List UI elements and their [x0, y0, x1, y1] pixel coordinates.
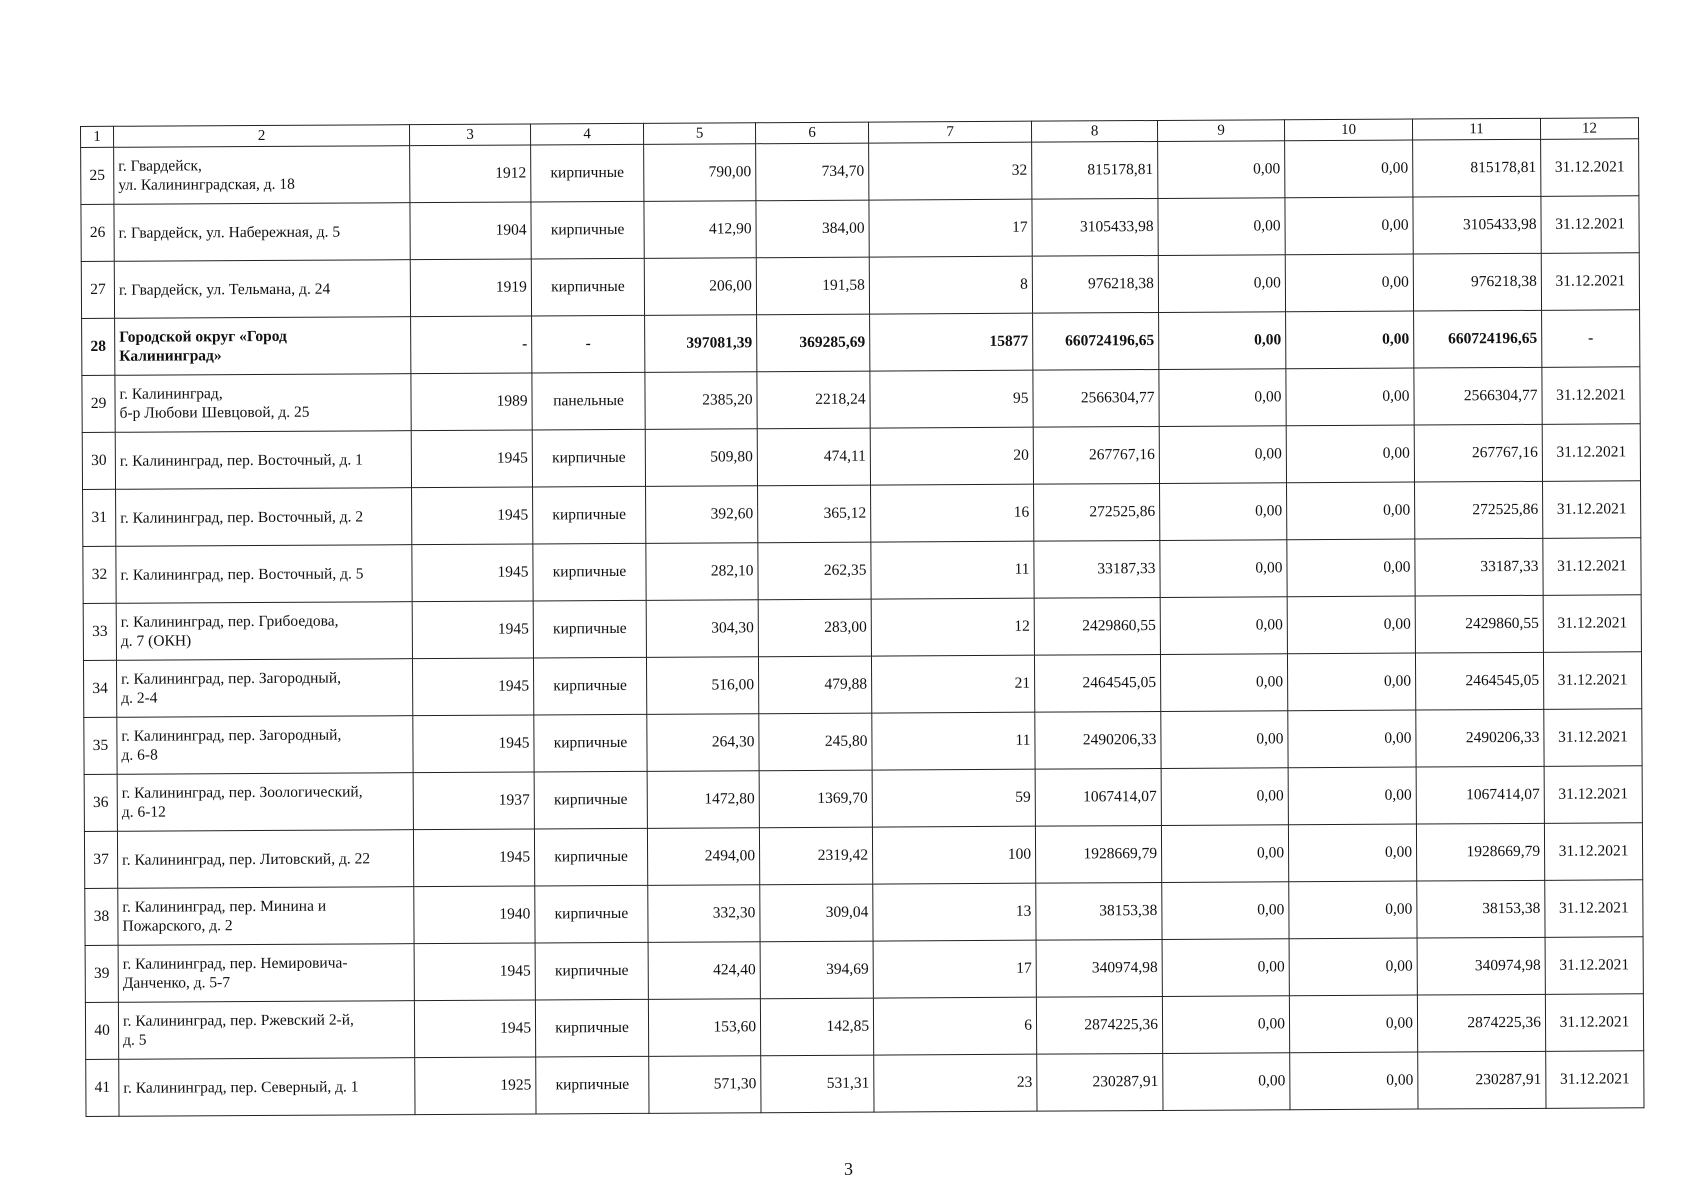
deadline-date-cell: 31.12.2021 — [1543, 538, 1641, 596]
area-total-cell: 412,90 — [644, 201, 756, 259]
other-funds-cell: 33187,33 — [1415, 538, 1543, 596]
residents-cell: 12 — [871, 598, 1034, 656]
area-total-cell: 304,30 — [646, 600, 758, 658]
deadline-date-cell: 31.12.2021 — [1544, 766, 1642, 824]
budget-cell: 0,00 — [1285, 197, 1413, 255]
column-header: 4 — [530, 123, 643, 145]
housing-table — [80, 117, 1645, 1117]
other-funds-cell: 230287,91 — [1418, 1051, 1546, 1109]
other-funds-cell: 38153,38 — [1417, 880, 1545, 938]
row-number-cell: 40 — [85, 1002, 118, 1059]
deadline-date-cell: 31.12.2021 — [1544, 709, 1642, 767]
other-funds-cell: 1928669,79 — [1416, 823, 1544, 881]
housing-table-sheet — [80, 117, 1645, 1117]
table-row — [85, 880, 1643, 946]
area-total-cell: 790,00 — [644, 144, 756, 202]
column-header: 5 — [643, 123, 755, 145]
area-living-cell: 1369,70 — [759, 770, 872, 828]
fund-cell: 0,00 — [1158, 141, 1285, 199]
other-funds-cell: 340974,98 — [1417, 937, 1545, 995]
column-header: 8 — [1031, 120, 1157, 142]
table-row — [85, 994, 1643, 1060]
area-living-cell: 309,04 — [760, 884, 873, 942]
wall-material-cell: кирпичные — [533, 543, 646, 601]
column-header: 11 — [1412, 118, 1540, 140]
residents-cell: 20 — [870, 427, 1033, 485]
fund-cell: 0,00 — [1161, 768, 1288, 826]
cost-total-cell: 976218,38 — [1032, 255, 1158, 313]
address-cell: г. Калининград, пер. Литовский, д. 22 — [117, 830, 413, 889]
table-body — [81, 118, 1645, 1117]
table-row — [84, 709, 1642, 775]
row-number-cell: 41 — [86, 1059, 119, 1116]
address-cell: г. Гвардейск, ул. Набережная, д. 5 — [114, 203, 410, 262]
table-row — [86, 1051, 1644, 1117]
address-cell: г. Калининград, пер. Загородный, д. 6-8 — [117, 716, 413, 775]
table-row — [85, 937, 1643, 1003]
area-living-cell: 474,11 — [757, 428, 870, 486]
wall-material-cell: панельные — [532, 372, 645, 430]
address-cell: г. Калининград, пер. Минина и Пожарского, д. 2 — [118, 887, 414, 946]
area-living-cell: 191,58 — [756, 257, 869, 315]
address-cell: г. Калининград, пер. Немировича- Данченко, д. 5-7 — [118, 944, 414, 1003]
table-row — [84, 766, 1642, 832]
area-total-cell: 264,30 — [647, 714, 759, 772]
cost-total-cell: 272525,86 — [1034, 483, 1160, 541]
area-total-cell: 332,30 — [648, 885, 760, 943]
budget-cell: 0,00 — [1289, 881, 1417, 939]
address-cell: Городской округ «Город Калининград» — [115, 317, 411, 376]
year-cell: 1945 — [414, 943, 535, 1001]
table-row — [82, 367, 1640, 433]
area-living-cell: 2218,24 — [757, 371, 870, 429]
cost-total-cell: 660724196,65 — [1033, 312, 1159, 370]
wall-material-cell: кирпичные — [534, 714, 647, 772]
deadline-date-cell: 31.12.2021 — [1543, 595, 1641, 653]
residents-cell: 100 — [872, 826, 1035, 884]
year-cell: 1945 — [412, 544, 533, 602]
year-cell: 1945 — [414, 1000, 535, 1058]
column-header: 6 — [755, 122, 868, 144]
cost-total-cell: 1928669,79 — [1035, 825, 1161, 883]
table-row — [82, 310, 1640, 376]
row-number-cell: 36 — [84, 774, 117, 831]
cost-total-cell: 2566304,77 — [1033, 369, 1159, 427]
address-cell: г. Калининград, б-р Любови Шевцовой, д. 25 — [115, 374, 411, 433]
residents-cell: 15877 — [870, 313, 1033, 371]
row-number-cell: 31 — [83, 489, 116, 546]
deadline-date-cell: 31.12.2021 — [1543, 481, 1641, 539]
area-total-cell: 1472,80 — [647, 771, 759, 829]
deadline-date-cell: 31.12.2021 — [1545, 937, 1643, 995]
table-row — [83, 538, 1641, 604]
budget-cell: 0,00 — [1286, 311, 1414, 369]
residents-cell: 17 — [869, 199, 1032, 257]
deadline-date-cell: 31.12.2021 — [1541, 253, 1639, 311]
residents-cell: 32 — [869, 142, 1032, 200]
wall-material-cell: кирпичные — [533, 486, 646, 544]
wall-material-cell: кирпичные — [535, 942, 648, 1000]
deadline-date-cell: 31.12.2021 — [1544, 823, 1642, 881]
deadline-date-cell: 31.12.2021 — [1543, 652, 1641, 710]
deadline-date-cell: 31.12.2021 — [1542, 367, 1640, 425]
table-row — [84, 823, 1642, 889]
column-header: 3 — [409, 124, 530, 146]
other-funds-cell: 660724196,65 — [1414, 310, 1542, 368]
row-number-cell: 30 — [82, 432, 115, 489]
other-funds-cell: 267767,16 — [1414, 424, 1542, 482]
area-living-cell: 245,80 — [759, 713, 872, 771]
row-number-cell: 25 — [81, 147, 114, 204]
wall-material-cell: кирпичные — [531, 144, 644, 202]
table-row — [81, 253, 1639, 319]
year-cell: 1912 — [410, 145, 531, 203]
fund-cell: 0,00 — [1159, 369, 1286, 427]
area-living-cell: 734,70 — [756, 143, 869, 201]
wall-material-cell: кирпичные — [532, 429, 645, 487]
address-cell: г. Гвардейск, ул. Тельмана, д. 24 — [114, 260, 410, 319]
deadline-date-cell: 31.12.2021 — [1545, 994, 1643, 1052]
other-funds-cell: 1067414,07 — [1416, 766, 1544, 824]
budget-cell: 0,00 — [1285, 140, 1413, 198]
row-number-cell: 32 — [83, 546, 116, 603]
cost-total-cell: 340974,98 — [1036, 939, 1162, 997]
wall-material-cell: кирпичные — [534, 828, 647, 886]
deadline-date-cell: 31.12.2021 — [1546, 1051, 1644, 1109]
area-total-cell: 206,00 — [644, 258, 756, 316]
year-cell: 1945 — [413, 829, 534, 887]
area-total-cell: 397081,39 — [645, 315, 757, 373]
other-funds-cell: 976218,38 — [1413, 253, 1541, 311]
wall-material-cell: кирпичные — [536, 1056, 649, 1114]
cost-total-cell: 2490206,33 — [1035, 711, 1161, 769]
column-header: 7 — [868, 121, 1031, 143]
area-total-cell: 392,60 — [646, 486, 758, 544]
wall-material-cell: кирпичные — [531, 201, 644, 259]
area-total-cell: 2494,00 — [647, 828, 759, 886]
column-header: 1 — [81, 126, 114, 147]
year-cell: 1945 — [412, 487, 533, 545]
address-cell: г. Калининград, пер. Зоологический, д. 6-12 — [117, 773, 413, 832]
cost-total-cell: 2874225,36 — [1036, 996, 1162, 1054]
budget-cell: 0,00 — [1289, 995, 1417, 1053]
area-total-cell: 509,80 — [645, 429, 757, 487]
row-number-cell: 26 — [81, 204, 114, 261]
year-cell: 1945 — [413, 715, 534, 773]
fund-cell: 0,00 — [1160, 654, 1287, 712]
budget-cell: 0,00 — [1287, 482, 1415, 540]
wall-material-cell: кирпичные — [534, 771, 647, 829]
table-row — [82, 424, 1640, 490]
area-living-cell: 283,00 — [758, 599, 871, 657]
residents-cell: 95 — [870, 370, 1033, 428]
row-number-cell: 35 — [84, 717, 117, 774]
fund-cell: 0,00 — [1161, 711, 1288, 769]
cost-total-cell: 230287,91 — [1037, 1053, 1163, 1111]
area-living-cell: 2319,42 — [759, 827, 872, 885]
area-total-cell: 153,60 — [648, 999, 760, 1057]
fund-cell: 0,00 — [1159, 426, 1286, 484]
wall-material-cell: кирпичные — [535, 999, 648, 1057]
budget-cell: 0,00 — [1288, 824, 1416, 882]
fund-cell: 0,00 — [1161, 825, 1288, 883]
year-cell: 1937 — [413, 772, 534, 830]
residents-cell: 11 — [872, 712, 1035, 770]
wall-material-cell: кирпичные — [535, 885, 648, 943]
deadline-date-cell: 31.12.2021 — [1541, 139, 1639, 197]
residents-cell: 17 — [873, 940, 1036, 998]
fund-cell: 0,00 — [1160, 540, 1287, 598]
other-funds-cell: 2490206,33 — [1416, 709, 1544, 767]
row-number-cell: 33 — [83, 603, 116, 660]
fund-cell: 0,00 — [1160, 597, 1287, 655]
deadline-date-cell: - — [1542, 310, 1640, 368]
area-total-cell: 516,00 — [646, 657, 758, 715]
row-number-cell: 34 — [83, 660, 116, 717]
year-cell: 1989 — [411, 373, 532, 431]
area-living-cell: 262,35 — [758, 542, 871, 600]
column-header: 9 — [1157, 120, 1284, 142]
wall-material-cell: - — [532, 315, 645, 373]
table-row — [83, 652, 1641, 718]
residents-cell: 59 — [872, 769, 1035, 827]
fund-cell: 0,00 — [1158, 255, 1285, 313]
column-header: 2 — [114, 125, 410, 148]
area-living-cell: 369285,69 — [757, 314, 870, 372]
address-cell: г. Гвардейск, ул. Калининградская, д. 18 — [114, 146, 410, 205]
residents-cell: 21 — [871, 655, 1034, 713]
address-cell: г. Калининград, пер. Восточный, д. 1 — [115, 431, 411, 490]
wall-material-cell: кирпичные — [531, 258, 644, 316]
area-living-cell: 479,88 — [758, 656, 871, 714]
area-total-cell: 282,10 — [646, 543, 758, 601]
address-cell: г. Калининград, пер. Грибоедова, д. 7 (ОКН) — [116, 602, 412, 661]
budget-cell: 0,00 — [1287, 539, 1415, 597]
row-number-cell: 37 — [84, 831, 117, 888]
deadline-date-cell: 31.12.2021 — [1541, 196, 1639, 254]
row-number-cell: 39 — [85, 945, 118, 1002]
fund-cell: 0,00 — [1162, 882, 1289, 940]
wall-material-cell: кирпичные — [533, 657, 646, 715]
other-funds-cell: 2429860,55 — [1415, 595, 1543, 653]
fund-cell: 0,00 — [1162, 996, 1289, 1054]
residents-cell: 8 — [869, 256, 1032, 314]
area-living-cell: 365,12 — [758, 485, 871, 543]
area-total-cell: 2385,20 — [645, 372, 757, 430]
wall-material-cell: кирпичные — [533, 600, 646, 658]
budget-cell: 0,00 — [1288, 710, 1416, 768]
cost-total-cell: 2429860,55 — [1034, 597, 1160, 655]
residents-cell: 11 — [871, 541, 1034, 599]
fund-cell: 0,00 — [1159, 312, 1286, 370]
area-living-cell: 394,69 — [760, 941, 873, 999]
address-cell: г. Калининград, пер. Восточный, д. 5 — [116, 545, 412, 604]
row-number-cell: 29 — [82, 375, 115, 432]
area-living-cell: 531,31 — [761, 1055, 874, 1113]
cost-total-cell: 2464545,05 — [1034, 654, 1160, 712]
year-cell: - — [411, 316, 532, 374]
address-cell: г. Калининград, пер. Ржевский 2-й, д. 5 — [118, 1001, 414, 1060]
other-funds-cell: 2464545,05 — [1415, 652, 1543, 710]
table-row — [83, 595, 1641, 661]
year-cell: 1925 — [415, 1057, 536, 1115]
year-cell: 1945 — [412, 601, 533, 659]
budget-cell: 0,00 — [1285, 254, 1413, 312]
residents-cell: 6 — [873, 997, 1036, 1055]
other-funds-cell: 272525,86 — [1415, 481, 1543, 539]
area-total-cell: 424,40 — [648, 942, 760, 1000]
row-number-cell: 28 — [82, 318, 115, 375]
cost-total-cell: 3105433,98 — [1032, 198, 1158, 256]
cost-total-cell: 33187,33 — [1034, 540, 1160, 598]
year-cell: 1919 — [410, 259, 531, 317]
year-cell: 1904 — [410, 202, 531, 260]
cost-total-cell: 267767,16 — [1033, 426, 1159, 484]
budget-cell: 0,00 — [1287, 653, 1415, 711]
budget-cell: 0,00 — [1290, 1052, 1418, 1110]
row-number-cell: 27 — [81, 261, 114, 318]
deadline-date-cell: 31.12.2021 — [1545, 880, 1643, 938]
table-row — [81, 139, 1639, 205]
year-cell: 1945 — [412, 658, 533, 716]
column-header: 10 — [1284, 119, 1412, 141]
year-cell: 1940 — [414, 886, 535, 944]
fund-cell: 0,00 — [1158, 198, 1285, 256]
cost-total-cell: 38153,38 — [1036, 882, 1162, 940]
other-funds-cell: 2874225,36 — [1417, 994, 1545, 1052]
other-funds-cell: 815178,81 — [1413, 139, 1541, 197]
area-total-cell: 571,30 — [649, 1056, 761, 1114]
residents-cell: 23 — [874, 1054, 1037, 1112]
address-cell: г. Калининград, пер. Северный, д. 1 — [119, 1058, 415, 1117]
cost-total-cell: 1067414,07 — [1035, 768, 1161, 826]
row-number-cell: 38 — [85, 888, 118, 945]
table-row — [83, 481, 1641, 547]
address-cell: г. Калининград, пер. Восточный, д. 2 — [116, 488, 412, 547]
address-cell: г. Калининград, пер. Загородный, д. 2-4 — [116, 659, 412, 718]
fund-cell: 0,00 — [1162, 939, 1289, 997]
other-funds-cell: 3105433,98 — [1413, 196, 1541, 254]
fund-cell: 0,00 — [1160, 483, 1287, 541]
residents-cell: 13 — [873, 883, 1036, 941]
budget-cell: 0,00 — [1288, 767, 1416, 825]
budget-cell: 0,00 — [1289, 938, 1417, 996]
deadline-date-cell: 31.12.2021 — [1542, 424, 1640, 482]
cost-total-cell: 815178,81 — [1032, 141, 1158, 199]
budget-cell: 0,00 — [1286, 368, 1414, 426]
other-funds-cell: 2566304,77 — [1414, 367, 1542, 425]
table-row — [81, 196, 1639, 262]
budget-cell: 0,00 — [1286, 425, 1414, 483]
budget-cell: 0,00 — [1287, 596, 1415, 654]
column-header: 12 — [1540, 118, 1638, 140]
area-living-cell: 384,00 — [756, 200, 869, 258]
fund-cell: 0,00 — [1163, 1053, 1290, 1111]
residents-cell: 16 — [871, 484, 1034, 542]
page-number: 3 — [844, 1159, 853, 1179]
year-cell: 1945 — [411, 430, 532, 488]
area-living-cell: 142,85 — [760, 998, 873, 1056]
